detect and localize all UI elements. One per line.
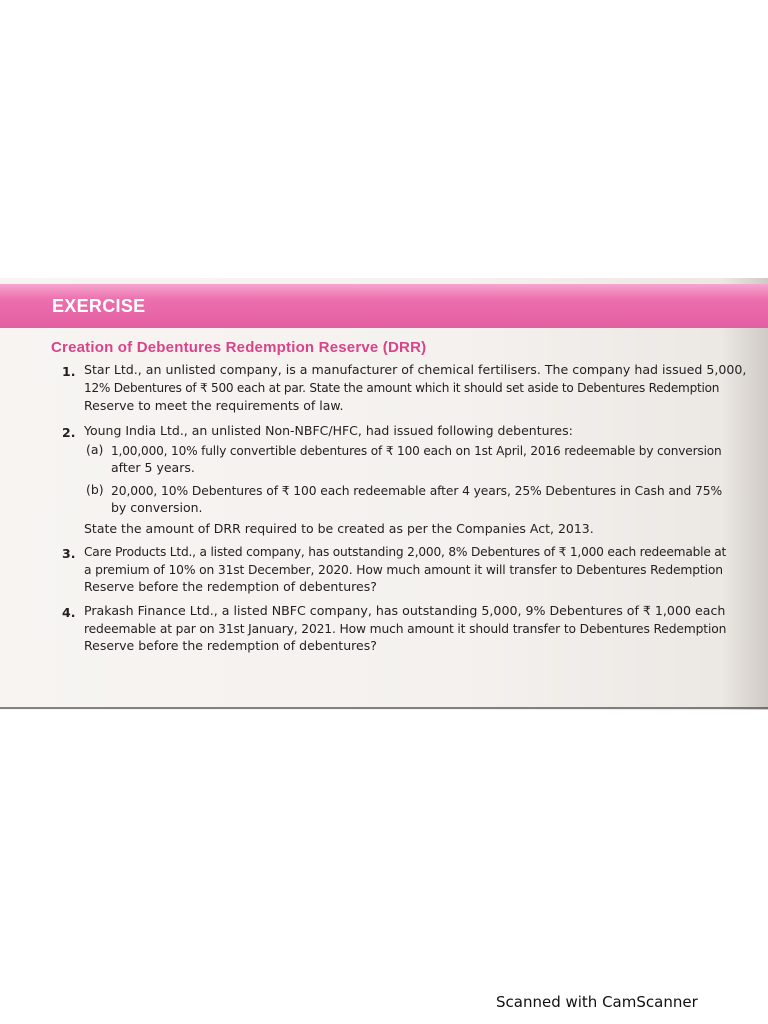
question-4-line-3: Reserve before the redemption of debentures?	[84, 638, 377, 653]
question-3-line-2: a premium of 10% on 31st December, 2020. How much amount it will transfer to Debentures Redemption	[84, 563, 723, 577]
question-2-line-1: Young India Ltd., an unlisted Non-NBFC/HFC, had issued following debentures:	[84, 423, 573, 438]
question-1-line-2: 12% Debentures of ₹ 500 each at par. State the amount which it should set aside to Debentures Redemption	[84, 381, 720, 395]
question-3-line-3: Reserve before the redemption of debentures?	[84, 579, 377, 594]
question-2-part-a-line-2: after 5 years.	[111, 460, 195, 475]
question-4-line-1: Prakash Finance Ltd., a listed NBFC company, has outstanding 5,000, 9% Debentures of ₹ 1,000 each	[84, 603, 726, 618]
question-1-line-3: Reserve to meet the requirements of law.	[84, 398, 344, 413]
exercise-title: EXERCISE	[52, 296, 146, 316]
question-2-part-b-label: (b)	[86, 482, 104, 497]
question-2-closing: State the amount of DRR required to be created as per the Companies Act, 2013.	[84, 521, 594, 536]
question-2-part-b-line-1: 20,000, 10% Debentures of ₹ 100 each redeemable after 4 years, 25% Debentures in Cash and 75%	[111, 484, 723, 498]
question-1-line-1: Star Ltd., an unlisted company, is a manufacturer of chemical fertilisers. The company had issued 5,000,	[84, 362, 747, 377]
question-4-line-2: redeemable at par on 31st January, 2021. How much amount it should transfer to Debentures Redemption	[84, 622, 727, 636]
question-2-part-a-label: (a)	[86, 442, 104, 457]
camscanner-watermark: Scanned with CamScanner	[496, 993, 698, 1011]
page-bottom-edge	[0, 707, 768, 709]
question-4-number: 4.	[62, 605, 76, 620]
question-3-line-1: Care Products Ltd., a listed company, has outstanding 2,000, 8% Debentures of ₹ 1,000 each redeemable at	[84, 545, 727, 559]
question-2-number: 2.	[62, 425, 76, 440]
question-3-number: 3.	[62, 546, 76, 561]
question-1-number: 1.	[62, 364, 76, 379]
question-2-part-b-line-2: by conversion.	[111, 500, 203, 515]
question-2-part-a-line-1: 1,00,000, 10% fully convertible debentures of ₹ 100 each on 1st April, 2016 redeemable by conversion	[111, 444, 722, 458]
section-heading: Creation of Debentures Redemption Reserve (DRR)	[51, 339, 427, 356]
